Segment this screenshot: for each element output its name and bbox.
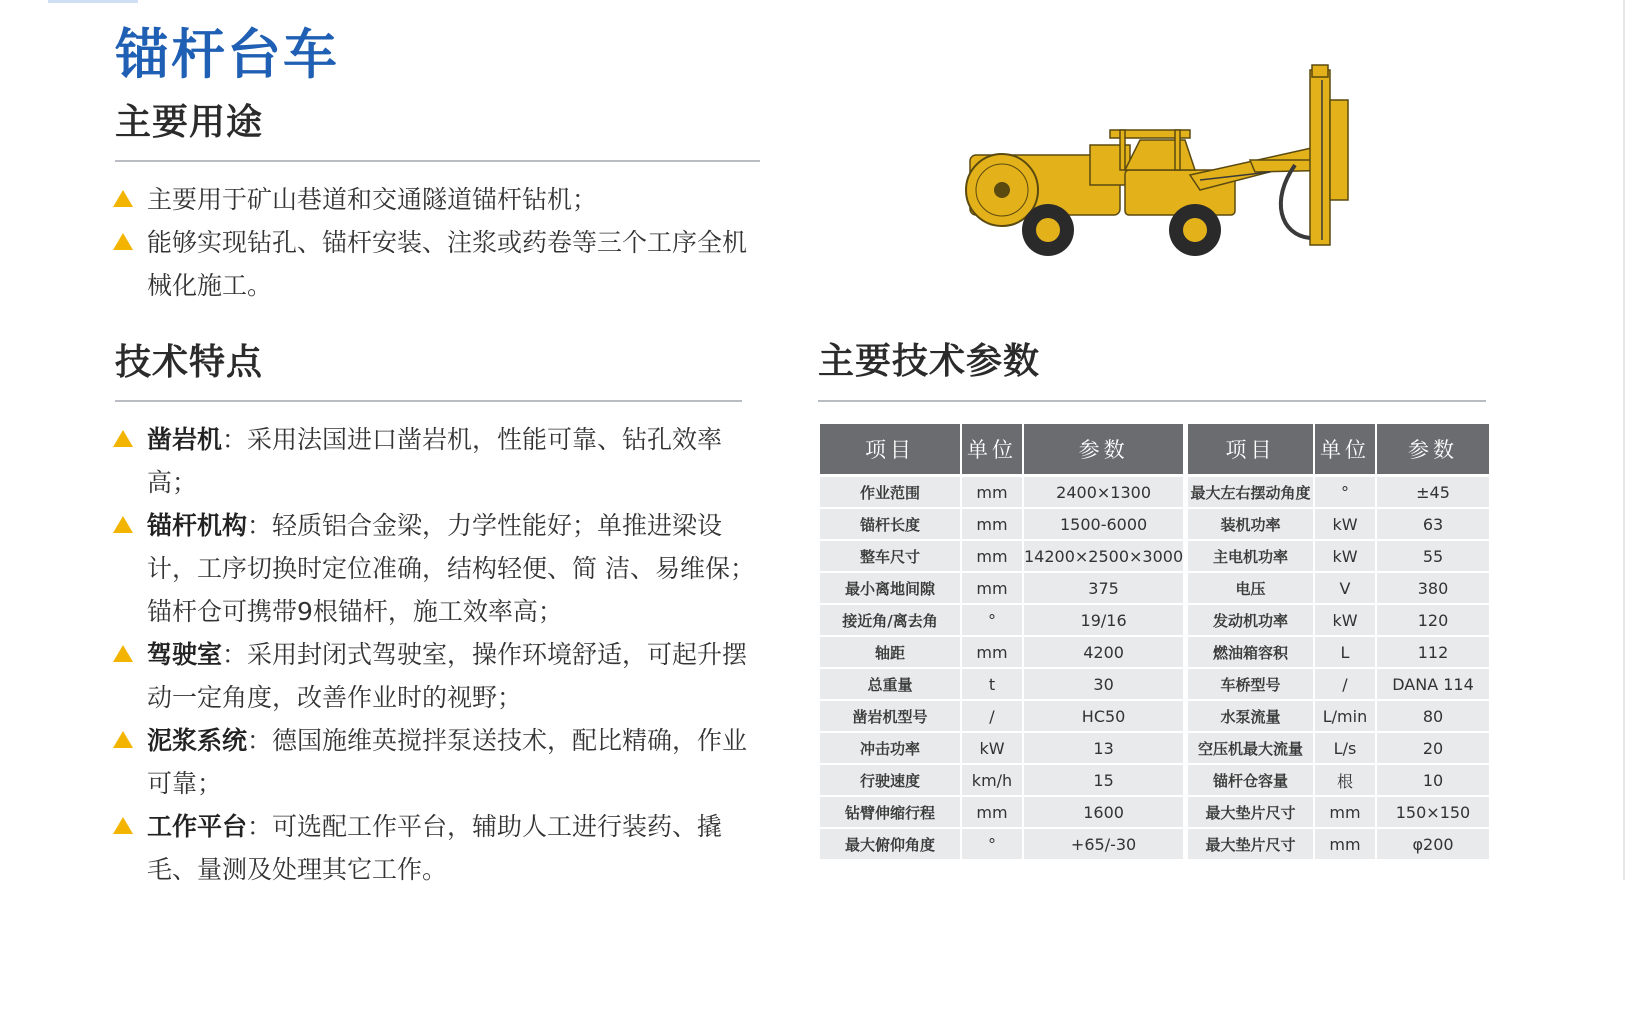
usage-item-text: 主要用于矿山巷道和交通隧道锚杆钻机；	[147, 185, 598, 214]
param-unit: km/h	[962, 763, 1024, 795]
param-value: HC50	[1024, 699, 1185, 731]
param-name: 装机功率	[1188, 507, 1315, 539]
param-name: 作业范围	[820, 474, 962, 507]
table-row	[1188, 539, 1491, 571]
param-name: 锚杆仓容量	[1188, 763, 1315, 795]
table-header-row	[820, 424, 1185, 474]
param-unit: mm	[1315, 795, 1377, 827]
param-value: 63	[1377, 507, 1491, 539]
param-unit: kW	[1315, 539, 1377, 571]
table-row	[1188, 571, 1491, 603]
param-unit: /	[1315, 667, 1377, 699]
triangle-bullet-icon	[113, 233, 133, 250]
table-row	[1188, 699, 1491, 731]
usage-divider	[115, 160, 760, 162]
params-divider	[818, 400, 1486, 402]
param-value: 150×150	[1377, 795, 1491, 827]
param-unit: °	[1315, 474, 1377, 507]
table-row	[1188, 763, 1491, 795]
table-row	[820, 539, 1185, 571]
param-name: 车桥型号	[1188, 667, 1315, 699]
param-name: 主电机功率	[1188, 539, 1315, 571]
page-title: 锚杆台车	[115, 23, 339, 86]
param-unit: mm	[962, 474, 1024, 507]
param-name: 锚杆长度	[820, 507, 962, 539]
column-header-value: 参数	[1024, 424, 1185, 474]
table-row	[820, 827, 1185, 859]
features-divider	[115, 400, 742, 402]
param-name: 钻臂伸缩行程	[820, 795, 962, 827]
triangle-bullet-icon	[113, 516, 133, 533]
param-value: 1600	[1024, 795, 1185, 827]
table-row	[820, 795, 1185, 827]
feature-lead: 工作平台	[147, 812, 248, 841]
table-row	[1188, 603, 1491, 635]
table-row	[1188, 635, 1491, 667]
triangle-bullet-icon	[113, 645, 133, 662]
table-row	[820, 603, 1185, 635]
param-name: 接近角/离去角	[820, 603, 962, 635]
table-row	[820, 731, 1185, 763]
param-name: 冲击功率	[820, 731, 962, 763]
params-heading: 主要技术参数	[818, 341, 1041, 382]
usage-item-text: 能够实现钻孔、锚杆安装、注浆或药卷等三个工序全机械化施工。	[147, 228, 748, 300]
table-row	[1188, 507, 1491, 539]
usage-heading: 主要用途	[115, 102, 264, 143]
table-row	[1188, 827, 1491, 859]
param-value: 380	[1377, 571, 1491, 603]
param-value: 30	[1024, 667, 1185, 699]
param-name: 最大左右摆动角度	[1188, 474, 1315, 507]
column-header-item: 项目	[820, 424, 962, 474]
param-value: 1500-6000	[1024, 507, 1185, 539]
feature-text: ：采用封闭式驾驶室，操作环境舒适，可起升摆动一定角度，改善作业时的视野；	[147, 640, 748, 712]
triangle-bullet-icon	[113, 817, 133, 834]
drill-jumbo-illustration	[950, 60, 1400, 270]
param-value: ±45	[1377, 474, 1491, 507]
param-value: 20	[1377, 731, 1491, 763]
table-row	[820, 763, 1185, 795]
wheel-icon	[1022, 204, 1074, 256]
param-unit: mm	[962, 635, 1024, 667]
triangle-bullet-icon	[113, 190, 133, 207]
param-value: 13	[1024, 731, 1185, 763]
param-value: φ200	[1377, 827, 1491, 859]
param-unit: 根	[1315, 763, 1377, 795]
features-list	[113, 418, 763, 891]
param-unit: mm	[962, 795, 1024, 827]
param-name: 最小离地间隙	[820, 571, 962, 603]
feature-item	[113, 805, 763, 891]
param-name: 轴距	[820, 635, 962, 667]
param-name: 凿岩机型号	[820, 699, 962, 731]
table-row	[820, 635, 1185, 667]
table-header-row	[1188, 424, 1491, 474]
param-name: 总重量	[820, 667, 962, 699]
param-unit: V	[1315, 571, 1377, 603]
param-unit: mm	[962, 571, 1024, 603]
param-name: 最大垫片尺寸	[1188, 795, 1315, 827]
param-value: 10	[1377, 763, 1491, 795]
triangle-bullet-icon	[113, 731, 133, 748]
param-unit: mm	[962, 539, 1024, 571]
param-name: 最大俯仰角度	[820, 827, 962, 859]
feature-text: ：德国施维英搅拌泵送技术，配比精确，作业可靠；	[147, 726, 748, 798]
param-unit: L/min	[1315, 699, 1377, 731]
param-unit: mm	[1315, 827, 1377, 859]
param-value: 2400×1300	[1024, 474, 1185, 507]
usage-list	[113, 178, 763, 307]
feature-lead: 凿岩机	[147, 425, 223, 454]
column-header-unit: 单位	[1315, 424, 1377, 474]
param-value: 55	[1377, 539, 1491, 571]
feature-item	[113, 633, 763, 719]
table-row	[820, 667, 1185, 699]
param-value: 120	[1377, 603, 1491, 635]
table-row	[1188, 474, 1491, 507]
param-name: 水泵流量	[1188, 699, 1315, 731]
wheel-icon	[1169, 204, 1221, 256]
feature-lead: 泥浆系统	[147, 726, 248, 755]
feature-text: ：采用法国进口凿岩机，性能可靠、钻孔效率高；	[147, 425, 723, 497]
param-name: 整车尺寸	[820, 539, 962, 571]
feature-text: ：轻质铝合金梁，力学性能好；单推进梁设计，工序切换时定位准确，结构轻便、简 洁、易维保；锚杆仓可携带9根锚杆，施工效率高；	[147, 511, 755, 626]
param-value: 4200	[1024, 635, 1185, 667]
feature-text: ：可选配工作平台，辅助人工进行装药、撬毛、量测及处理其它工作。	[147, 812, 723, 884]
column-header-unit: 单位	[962, 424, 1024, 474]
table-row	[1188, 731, 1491, 763]
table-row	[820, 507, 1185, 539]
table-row	[1188, 667, 1491, 699]
param-value: 19/16	[1024, 603, 1185, 635]
param-name: 发动机功率	[1188, 603, 1315, 635]
param-name: 最大垫片尺寸	[1188, 827, 1315, 859]
params-table-left	[820, 424, 1185, 859]
table-row	[820, 699, 1185, 731]
column-header-value: 参数	[1377, 424, 1491, 474]
features-heading: 技术特点	[115, 342, 264, 383]
param-unit: kW	[962, 731, 1024, 763]
table-row	[1188, 795, 1491, 827]
param-unit: /	[962, 699, 1024, 731]
feature-item	[113, 504, 763, 633]
param-name: 行驶速度	[820, 763, 962, 795]
param-value: DANA 114	[1377, 667, 1491, 699]
feature-lead: 驾驶室	[147, 640, 223, 669]
param-unit: °	[962, 603, 1024, 635]
param-value: 112	[1377, 635, 1491, 667]
param-unit: kW	[1315, 507, 1377, 539]
param-value: 14200×2500×3000	[1024, 539, 1185, 571]
table-row	[820, 474, 1185, 507]
param-unit: L	[1315, 635, 1377, 667]
feature-lead: 锚杆机构	[147, 511, 248, 540]
param-unit: t	[962, 667, 1024, 699]
feature-item	[113, 719, 763, 805]
param-value: +65/-30	[1024, 827, 1185, 859]
param-unit: °	[962, 827, 1024, 859]
usage-item	[113, 221, 763, 307]
param-value: 80	[1377, 699, 1491, 731]
param-name: 空压机最大流量	[1188, 731, 1315, 763]
param-name: 燃油箱容积	[1188, 635, 1315, 667]
feature-item	[113, 418, 763, 504]
param-value: 15	[1024, 763, 1185, 795]
param-unit: mm	[962, 507, 1024, 539]
param-unit: kW	[1315, 603, 1377, 635]
param-name: 电压	[1188, 571, 1315, 603]
triangle-bullet-icon	[113, 430, 133, 447]
table-row	[820, 571, 1185, 603]
usage-item	[113, 178, 763, 221]
column-header-item: 项目	[1188, 424, 1315, 474]
params-table-right	[1188, 424, 1491, 859]
top-accent-line	[48, 0, 138, 3]
param-unit: L/s	[1315, 731, 1377, 763]
param-value: 375	[1024, 571, 1185, 603]
